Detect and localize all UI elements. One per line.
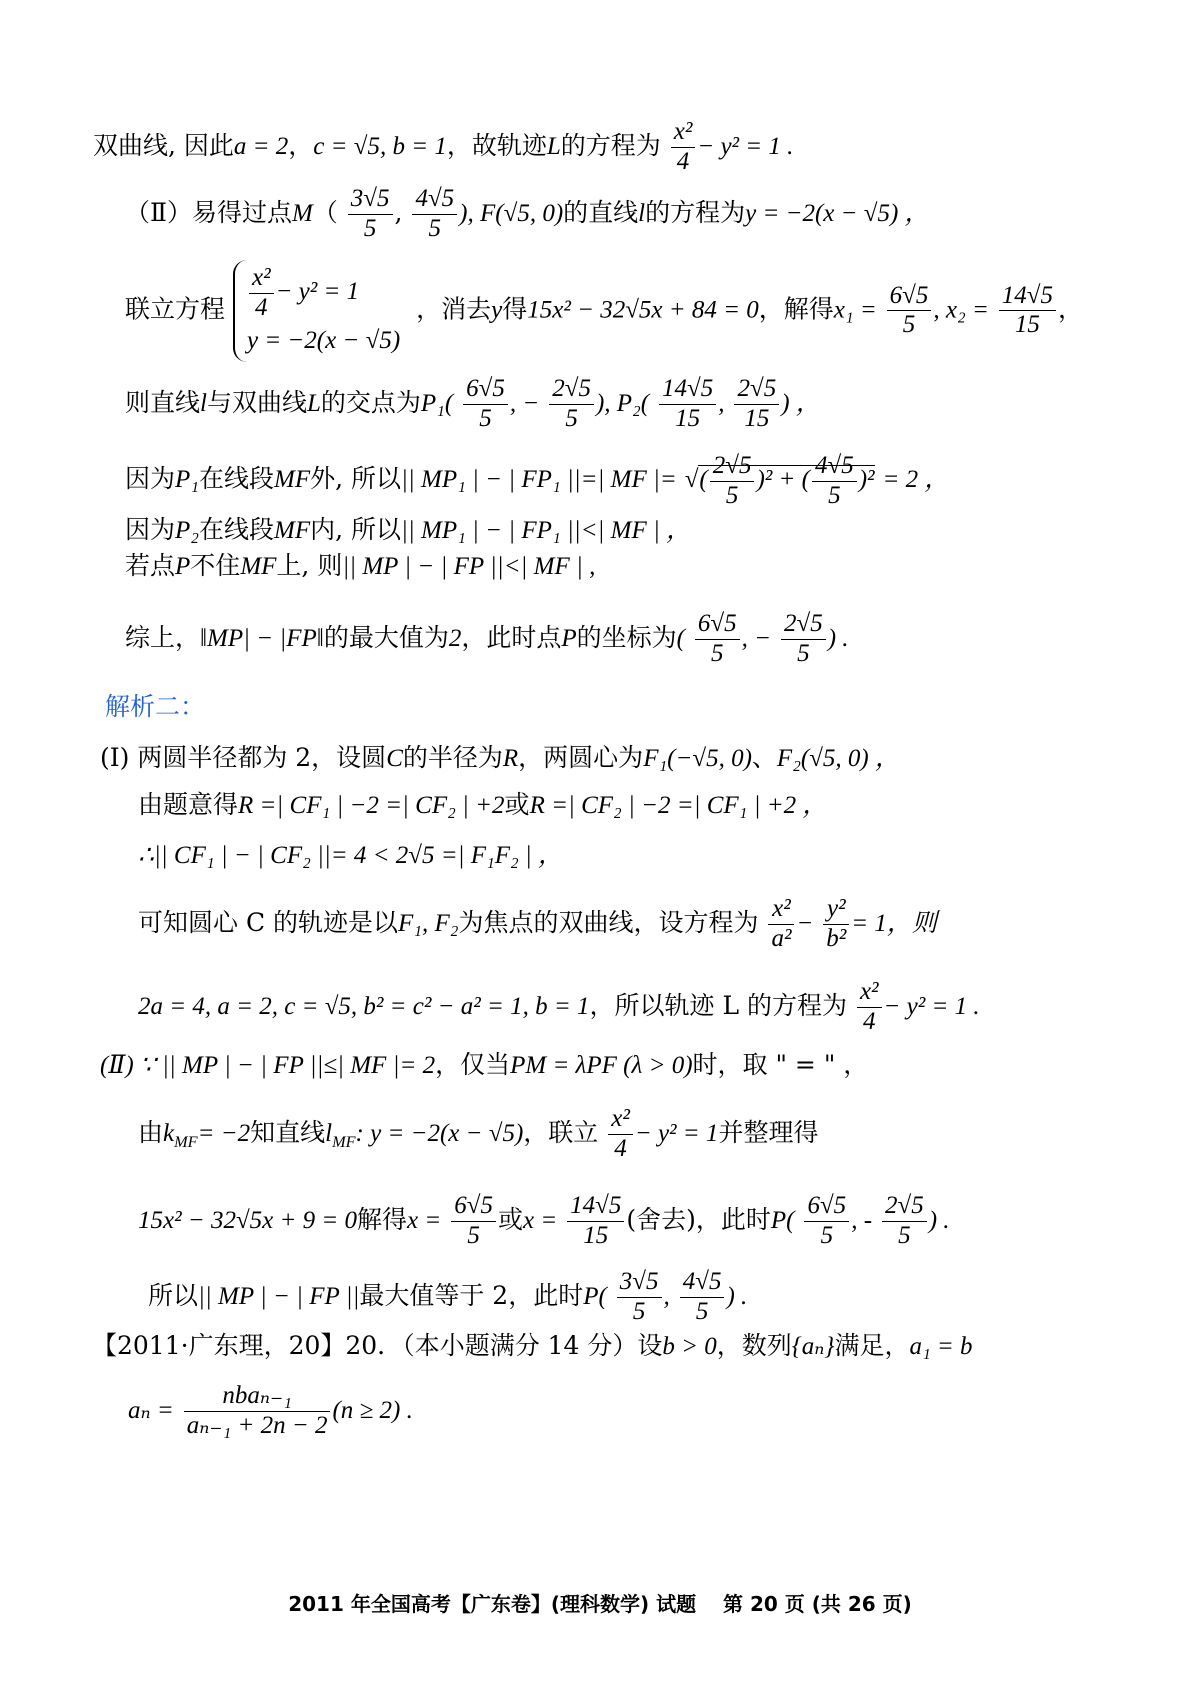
fraction: $\frac{\text{y²}}{\text{b²}}$ — [823, 895, 849, 954]
line-16: 由$k_{MF}= -2$知直线$l_{MF}$: y = −2(x − √5)，联立 $\frac{\text{x²}}{4}$ − y² = 1并整理得 — [138, 1105, 819, 1162]
section-heading: 解析二： — [105, 692, 206, 721]
fraction: $\frac{3√5}{5}$ — [348, 185, 393, 244]
fraction: $\frac{4√5}{5}$ — [812, 452, 857, 511]
equation-system: $\frac{\text{x²}}{4}$ − y² = 1 y = −2(x − √5) — [233, 260, 408, 362]
fraction: $\frac{3√5}{5}$ — [617, 1268, 662, 1327]
line-13: 可知圆心 C 的轨迹是以F₁, F₂为焦点的双曲线，设方程为 $\frac{\text{x²}}{\text{a²}}$ − $\frac{\text{y²}}{\text{b²}}$ = 1，则 — [138, 895, 937, 952]
line-17: 15x² − 32√5x + 9 = 0解得x = $\frac{6√5}{5}$ 或x = $\frac{14√5}{15}$ (舍去)，此时P( $\frac{6√5}{5}$ , - $\frac{2√5}{5}$ ) . — [138, 1192, 950, 1249]
fraction: $\frac{\text{x²}}{4}$ — [249, 264, 274, 323]
line-07: 若点P不住MF上, 则|| MP | − | FP ||<| MF | , — [125, 551, 596, 580]
fraction: $\frac{14√5}{15}$ — [999, 282, 1056, 341]
line-06: 因为P₂在线段MF内, 所以|| MP₁ | − | FP₁ ||<| MF | ， — [125, 515, 692, 544]
fraction: $\frac{2√5}{5}$ — [710, 452, 755, 511]
line-18: 所以|| MP | − | FP ||最大值等于 2，此时P( $\frac{3√5}{5}$ , $\frac{4√5}{5}$ ) . — [148, 1268, 748, 1325]
line-03: 联立方程 $\frac{\text{x²}}{4}$ − y² = 1 y = −2(x − √5) ，消去y得15x² − 32√5x + 84 = 0，解得x₁ = $\frac{6√5}{5}$ , x₂ = $\frac{14√5}{15}$ ， — [125, 260, 1083, 362]
line-12: ∴|| CF₁ | − | CF₂ ||= 4 < 2√5 =| F₁F₂ | ， — [138, 842, 564, 869]
line-01: 双曲线, 因此a = 2，c = √5, b = 1，故轨迹L的方程为 $\frac{\text{x²}}{4}$ − y² = 1 . — [93, 118, 794, 175]
fraction: $\frac{14√5}{15}$ — [659, 375, 716, 434]
line-08: 综上，‖MP| − |FP‖的最大值为2，此时点P的坐标为( $\frac{6√5}{5}$ , − $\frac{2√5}{5}$ ) . — [125, 610, 849, 667]
fraction: $\frac{6√5}{5}$ — [804, 1192, 849, 1251]
fraction: $\frac{2√5}{5}$ — [882, 1192, 927, 1251]
line-02: （Ⅱ）易得过点M（ $\frac{3√5}{5}$ , $\frac{4√5}{5}$ ), F(√5, 0)的直线l的方程为y = −2(x − √5) ， — [125, 185, 930, 242]
line-11: 由题意得R =| CF₁ | −2 =| CF₂ | +2或R =| CF₂ | −2 =| CF₁ | +2 ， — [138, 790, 828, 819]
fraction: $\frac{6√5}{5}$ — [451, 1192, 496, 1251]
fraction: $\frac{2√5}{5}$ — [549, 375, 594, 434]
fraction: $\frac{\text{x²}}{4}$ — [608, 1105, 633, 1164]
fraction: $\frac{2√5}{5}$ — [781, 610, 826, 669]
fraction: $\frac{14√5}{15}$ — [567, 1192, 624, 1251]
fraction: $\frac{4√5}{5}$ — [680, 1268, 725, 1327]
line-04: 则直线l与双曲线L的交点为P₁( $\frac{6√5}{5}$ , − $\frac{2√5}{5}$ ), P₂( $\frac{14√5}{15}$ , $\frac{2√5}{15}$ ) ， — [125, 375, 821, 432]
line-15: (Ⅱ) ∵ || MP | − | FP ||≤| MF |= 2，仅当PM = λPF (λ > 0)时，取 " = " ， — [100, 1050, 869, 1079]
fraction: $\frac{2√5}{15}$ — [734, 375, 779, 434]
fraction: $\frac{\text{x²}}{4}$ — [671, 118, 696, 177]
line-20: aₙ = $\frac{\text{nbaₙ₋₁}}{\text{aₙ₋₁ + 2n − 2}}$ (n ≥ 2) . — [128, 1382, 413, 1439]
page-footer: 2011 年全国高考【广东卷】(理科数学) 试题 第 20 页 (共 26 页) — [288, 1592, 912, 1616]
problem-20-header: 【2011·广东理，20】20．（本小题满分 14 分）设b > 0，数列{aₙ}满足，a₁ = b — [92, 1331, 973, 1360]
line-14: 2a = 4, a = 2, c = √5, b² = c² − a² = 1, b = 1，所以轨迹 L 的方程为 $\frac{\text{x²}}{4}$ − y² = 1 . — [138, 978, 980, 1035]
fraction: $\frac{6√5}{5}$ — [887, 282, 932, 341]
fraction: $\frac{4√5}{5}$ — [412, 185, 457, 244]
fraction: $\frac{6√5}{5}$ — [695, 610, 740, 669]
fraction: $\frac{\text{x²}}{4}$ — [857, 978, 882, 1037]
fraction: $\frac{6√5}{5}$ — [463, 375, 508, 434]
fraction: $\frac{\text{x²}}{\text{a²}}$ — [768, 895, 794, 954]
line-10: (Ⅰ) 两圆半径都为 2，设圆C的半径为R，两圆心为F₁(−√5, 0)、F₂(√5, 0) ， — [100, 743, 901, 772]
line-05: 因为P₁在线段MF外, 所以|| MP₁ | − | FP₁ ||=| MF |= √( $\frac{2√5}{5}$ )² + ( $\frac{4√5}{5}$ )² = 2 ， — [125, 452, 950, 509]
fraction: $\frac{\text{nbaₙ₋₁}}{\text{aₙ₋₁ + 2n − 2}}$ — [184, 1382, 331, 1441]
